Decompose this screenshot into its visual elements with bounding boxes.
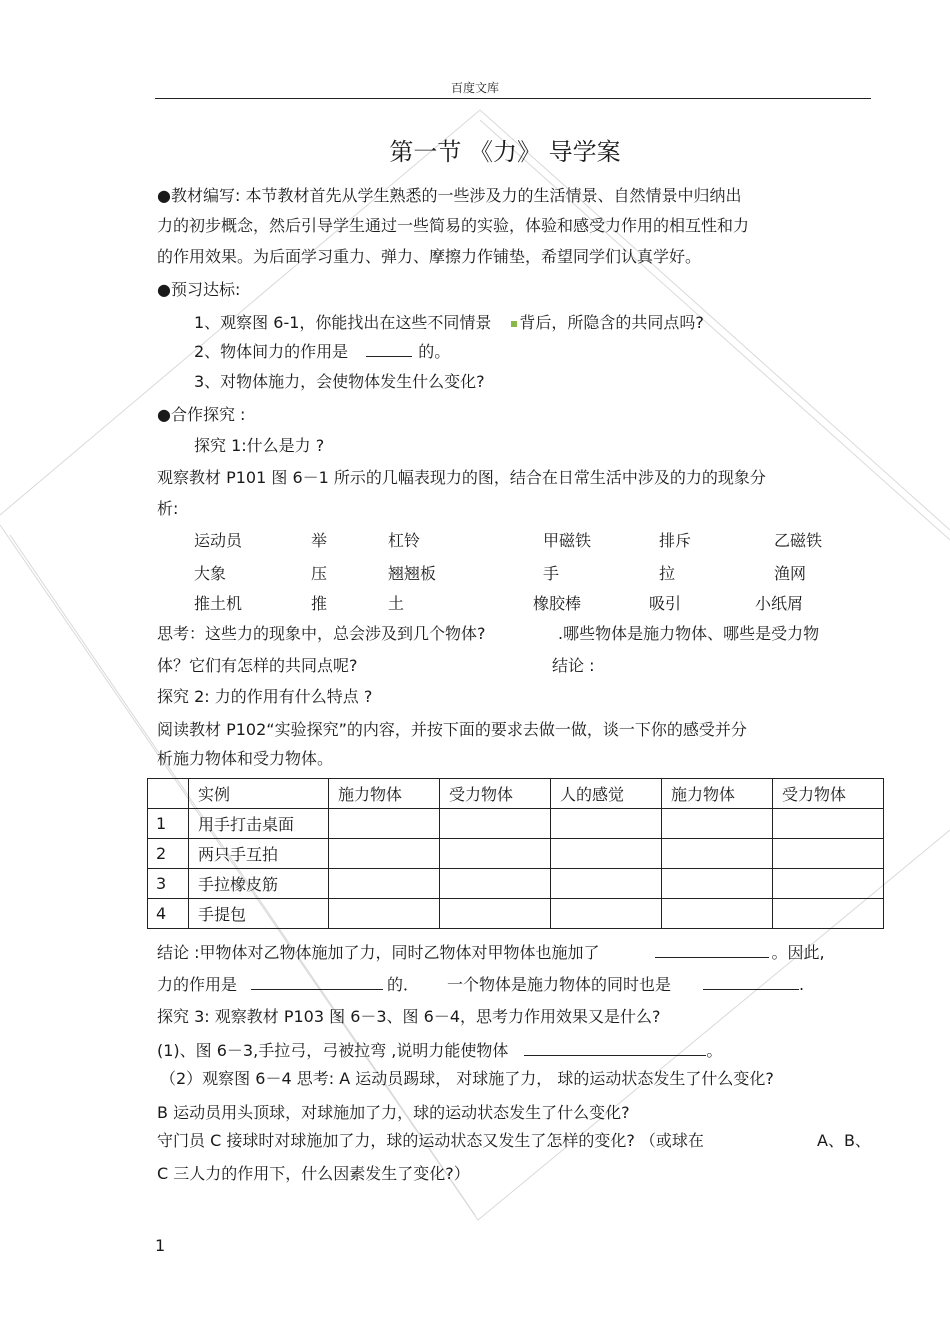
experiment-table <box>147 778 884 929</box>
force-subject: 甲磁铁 <box>543 531 592 550</box>
answer-cell[interactable] <box>773 899 884 929</box>
page-number: 1 <box>155 1236 166 1255</box>
force-verb: 压 <box>311 564 328 583</box>
force-object: 小纸屑 <box>755 594 804 613</box>
answer-blank[interactable] <box>524 1041 706 1056</box>
preview-q2-part-a: 2、物体间力的作用是 <box>194 342 349 361</box>
answer-cell[interactable] <box>662 869 773 899</box>
conclusion-line-1 <box>157 943 825 963</box>
table-header-row <box>148 779 884 809</box>
answer-cell[interactable] <box>440 809 551 839</box>
answer-blank[interactable] <box>251 975 383 990</box>
conclusion-line-1-part-a: 结论 :甲物体对乙物体施加了力，同时乙物体对甲物体也施加了 <box>157 943 600 962</box>
force-subject: 运动员 <box>194 531 243 550</box>
table-header-cell: 人的感觉 <box>551 779 662 809</box>
conclusion-line-2-part-d: . <box>799 975 805 994</box>
table-header-cell: 施力物体 <box>662 779 773 809</box>
preview-heading: ●预习达标: <box>157 280 241 299</box>
table-header-cell <box>148 779 189 809</box>
explore3-q2: （2）观察图 6－4 思考: A 运动员踢球， 对球施了力， 球的运动状态发生了什么变化? <box>160 1069 774 1088</box>
table-header-cell: 受力物体 <box>773 779 884 809</box>
force-object: 渔网 <box>774 564 807 583</box>
coop-heading: ●合作探究 : <box>157 405 246 424</box>
observe-line-2: 析: <box>157 499 179 518</box>
think-line-1a: 思考：这些力的现象中，总会涉及到几个物体? <box>157 624 486 643</box>
example-cell: 用手打击桌面 <box>189 809 329 839</box>
explore2-read-line-1: 阅读教材 P102“实验探究”的内容，并按下面的要求去做一做，谈一下你的感受并分 <box>157 720 747 739</box>
answer-cell[interactable] <box>329 809 440 839</box>
force-object: 乙磁铁 <box>774 531 823 550</box>
explore1-heading: 探究 1:什么是力 ? <box>194 436 325 455</box>
row-number: 4 <box>148 899 189 929</box>
answer-cell[interactable] <box>662 839 773 869</box>
answer-cell[interactable] <box>551 809 662 839</box>
example-cell: 两只手互拍 <box>189 839 329 869</box>
preview-q2 <box>194 342 450 362</box>
example-cell: 手拉橡皮筋 <box>189 869 329 899</box>
table-row <box>148 869 884 899</box>
think-line-2a: 体？它们有怎样的共同点呢? <box>157 656 358 675</box>
explore3-q3: B 运动员用头顶球，对球施加了力，球的运动状态发生了什么变化? <box>157 1103 630 1122</box>
conclusion-line-2-part-b: 的． <box>387 975 420 994</box>
force-object: 土 <box>388 594 405 613</box>
intro-line-3: 的作用效果。为后面学习重力、弹力、摩擦力作铺垫，希望同学们认真学好。 <box>157 247 702 266</box>
force-subject: 大象 <box>194 564 227 583</box>
conclusion-line-1-part-b: 。因此, <box>771 943 825 962</box>
answer-blank[interactable] <box>655 943 769 958</box>
explore3-q4b: A、B、 <box>817 1131 871 1150</box>
answer-cell[interactable] <box>551 899 662 929</box>
force-subject: 橡胶棒 <box>533 594 582 613</box>
answer-blank[interactable] <box>366 342 412 357</box>
intro-line-1: ●教材编写: 本节教材首先从学生熟悉的一些涉及力的生活情景、自然情景中归纳出 <box>157 186 742 205</box>
conclusion-line-2-part-a: 力的作用是 <box>157 975 238 994</box>
force-object: 翘翘板 <box>388 564 437 583</box>
table-header-cell: 实例 <box>189 779 329 809</box>
answer-cell[interactable] <box>773 839 884 869</box>
force-subject: 推土机 <box>194 594 243 613</box>
answer-cell[interactable] <box>773 869 884 899</box>
answer-cell[interactable] <box>773 809 884 839</box>
header-divider <box>155 98 871 99</box>
force-verb: 举 <box>311 531 328 550</box>
preview-q1-part-a: 1、观察图 6-1，你能找出在这些不同情景 <box>194 313 492 332</box>
explore2-heading: 探究 2: 力的作用有什么特点 ? <box>157 687 373 706</box>
explore2-read-line-2: 析施力物体和受力物体。 <box>157 749 334 768</box>
answer-cell[interactable] <box>662 899 773 929</box>
table-row <box>148 839 884 869</box>
force-verb: 拉 <box>659 564 676 583</box>
answer-cell[interactable] <box>440 899 551 929</box>
preview-q1-part-b: 背后，所隐含的共同点吗? <box>519 313 704 332</box>
table-header-cell: 受力物体 <box>440 779 551 809</box>
answer-cell[interactable] <box>551 839 662 869</box>
think-conclusion-label: 结论 : <box>552 656 595 675</box>
conclusion-line-2-part-c: 一个物体是施力物体的同时也是 <box>447 975 672 994</box>
answer-cell[interactable] <box>329 839 440 869</box>
explore3-q1 <box>157 1041 722 1061</box>
preview-q1 <box>194 313 704 333</box>
answer-blank[interactable] <box>703 975 799 990</box>
force-subject: 手 <box>543 564 560 583</box>
observe-line-1: 观察教材 P101 图 6－1 所示的几幅表现力的图，结合在日常生活中涉及的力的现象分 <box>157 468 766 487</box>
table-header-cell: 施力物体 <box>329 779 440 809</box>
answer-cell[interactable] <box>440 839 551 869</box>
explore3-heading: 探究 3: 观察教材 P103 图 6－3、图 6－4，思考力作用效果又是什么? <box>157 1007 661 1026</box>
row-number: 3 <box>148 869 189 899</box>
answer-cell[interactable] <box>440 869 551 899</box>
page-title: 第一节 《力》 导学案 <box>389 138 621 166</box>
intro-line-2: 力的初步概念，然后引导学生通过一些简易的实验，体验和感受力作用的相互性和力 <box>157 216 750 235</box>
answer-cell[interactable] <box>329 869 440 899</box>
answer-cell[interactable] <box>551 869 662 899</box>
marker-icon <box>511 321 517 327</box>
answer-cell[interactable] <box>329 899 440 929</box>
force-object: 杠铃 <box>388 531 421 550</box>
force-verb: 吸引 <box>649 594 682 613</box>
think-line-1b: .哪些物体是施力物体、哪些是受力物 <box>558 624 820 643</box>
row-number: 2 <box>148 839 189 869</box>
force-verb: 排斥 <box>659 531 692 550</box>
example-cell: 手提包 <box>189 899 329 929</box>
force-verb: 推 <box>311 594 328 613</box>
row-number: 1 <box>148 809 189 839</box>
table-row <box>148 809 884 839</box>
explore3-q4a: 守门员 C 接球时对球施加了力，球的运动状态又发生了怎样的变化? （或球在 <box>157 1131 704 1150</box>
explore3-q1-part-a: (1)、图 6－3,手拉弓，弓被拉弯 ,说明力能使物体 <box>157 1041 509 1060</box>
explore3-q1-part-b: 。 <box>706 1041 723 1060</box>
preview-q3: 3、对物体施力，会使物体发生什么变化? <box>194 372 485 391</box>
table-row <box>148 899 884 929</box>
preview-q2-part-b: 的。 <box>418 342 451 361</box>
conclusion-line-2 <box>157 975 804 995</box>
header-site-name: 百度文库 <box>450 81 499 95</box>
explore3-q5: C 三人力的作用下，什么因素发生了变化?） <box>157 1164 470 1183</box>
answer-cell[interactable] <box>662 809 773 839</box>
